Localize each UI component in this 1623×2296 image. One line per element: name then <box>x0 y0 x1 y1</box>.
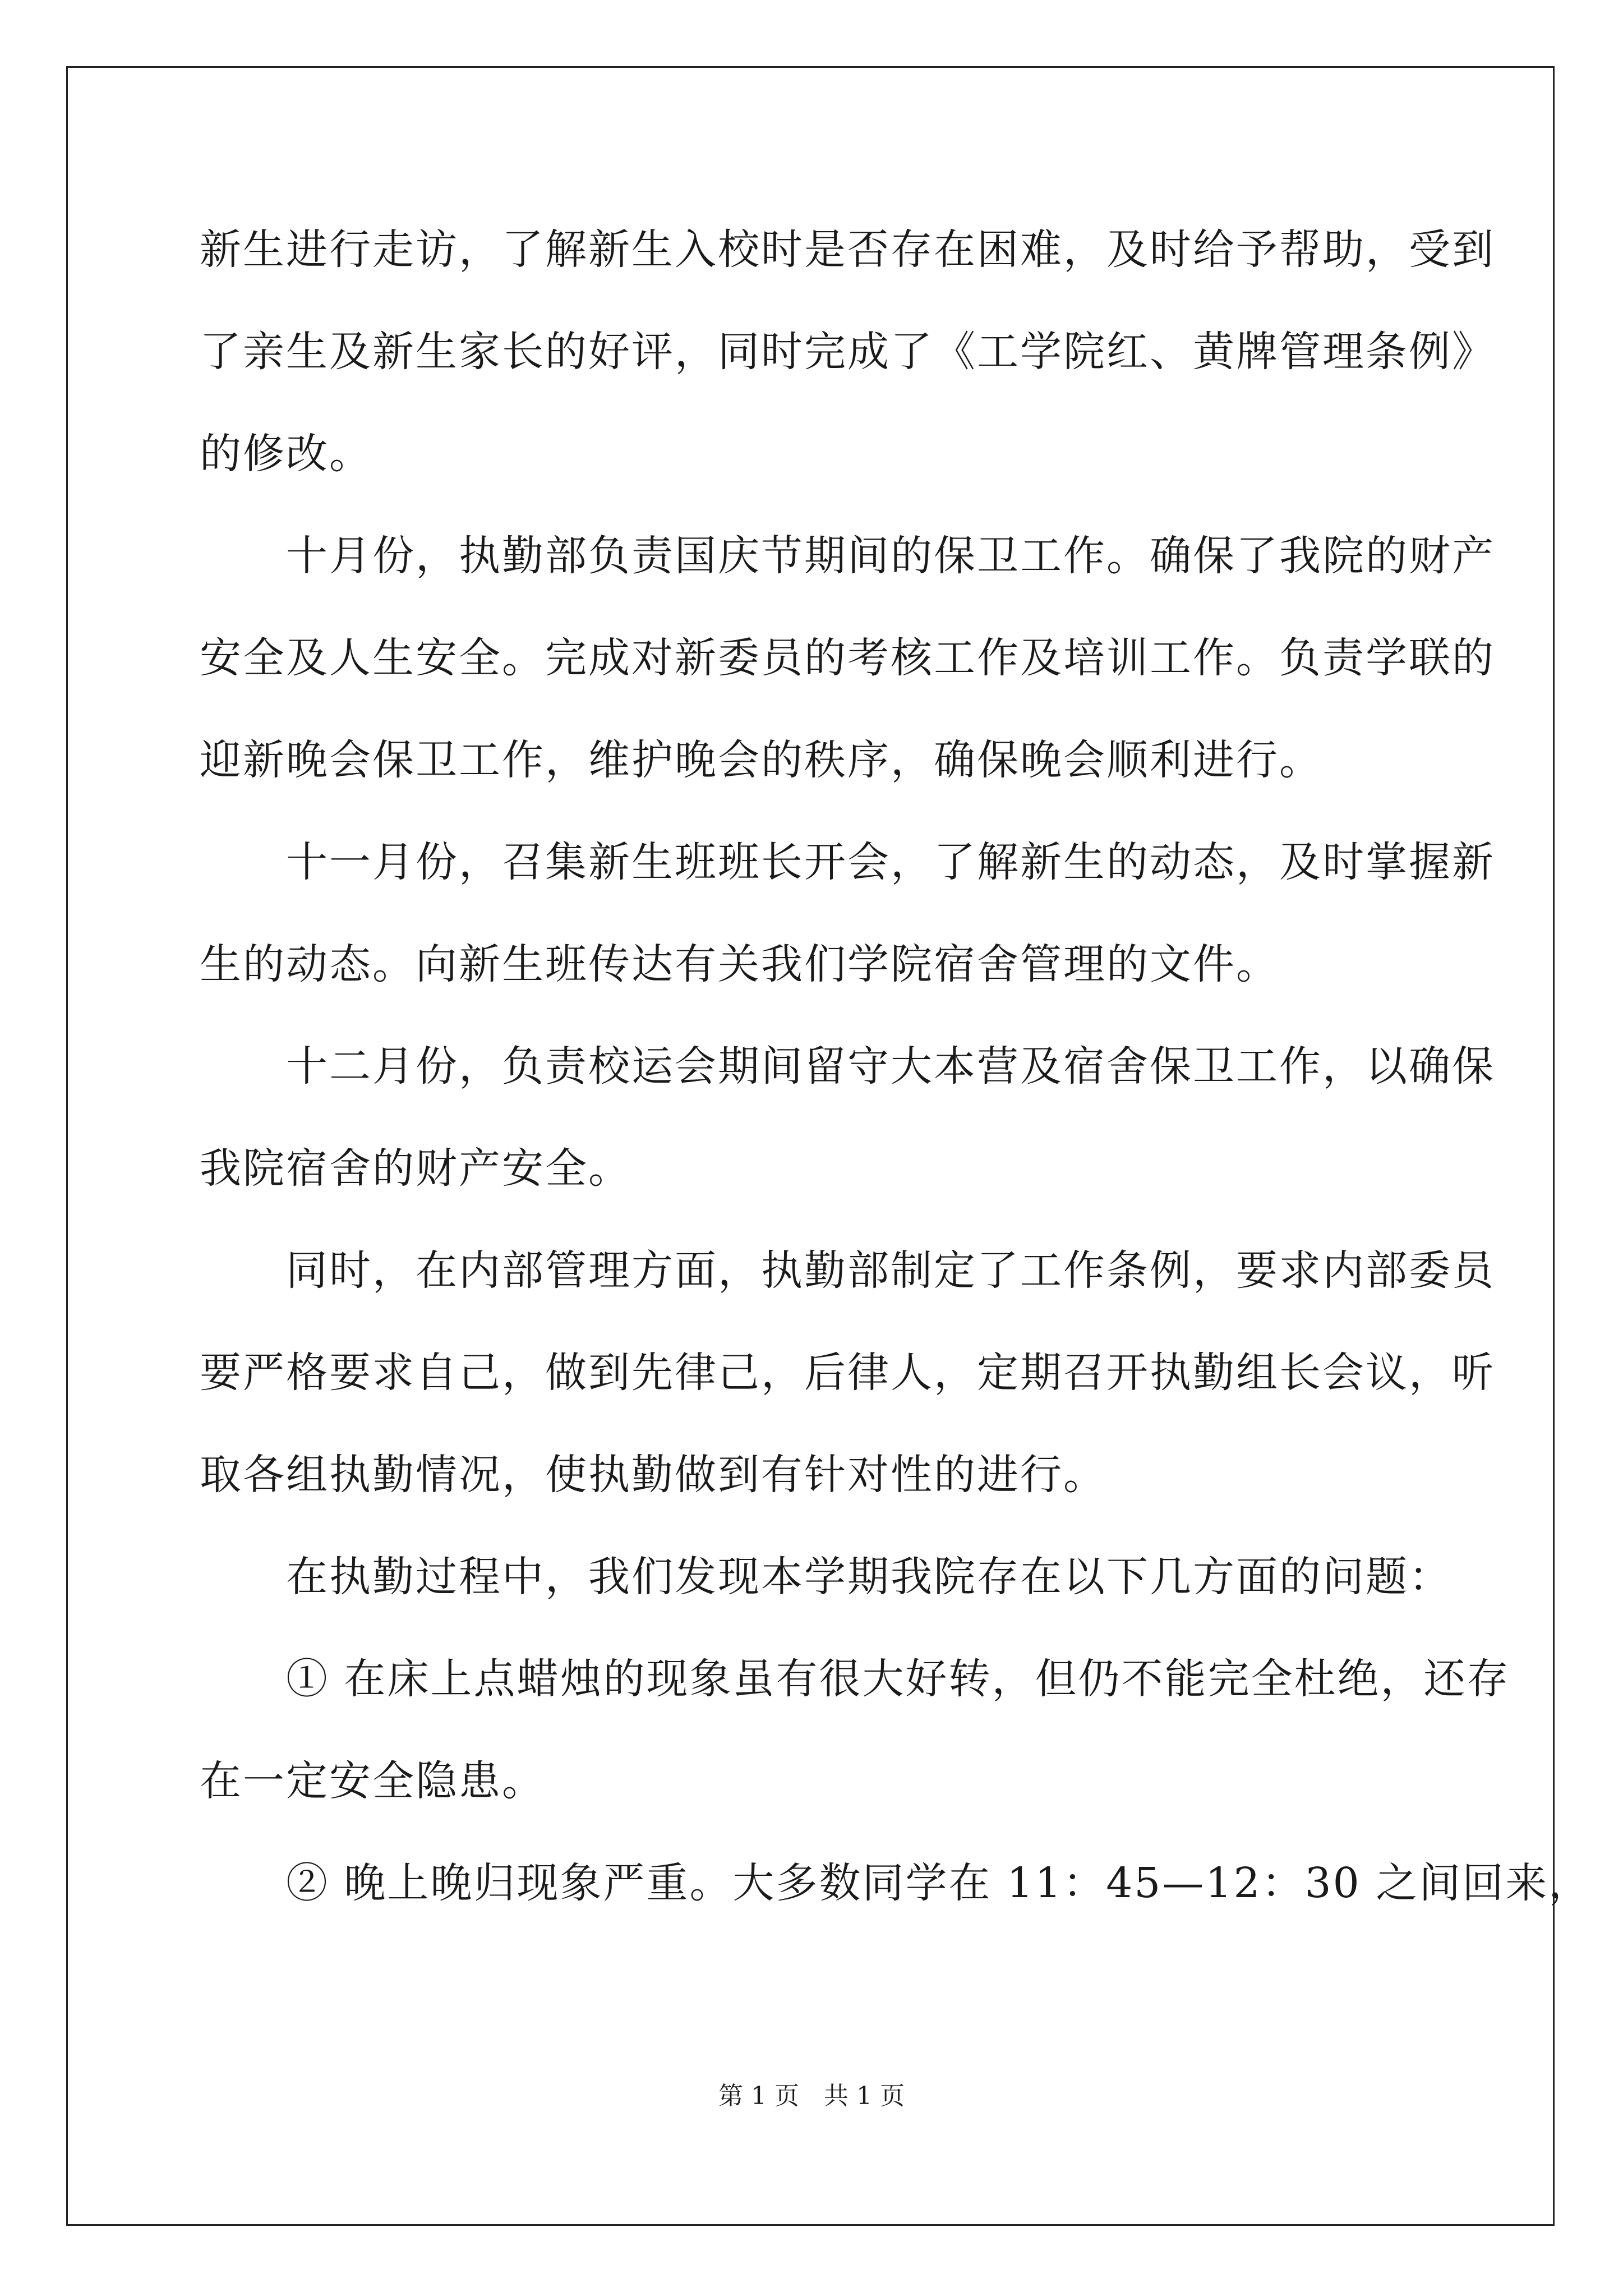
text-line: 了亲生及新生家长的好评，同时完成了《工学院红、黄牌管理条例》 <box>200 328 1495 376</box>
text-line: ② 晚上晚归现象严重。大多数同学在 11：45—12：30 之间回来， <box>200 1859 1592 1907</box>
text-line: ① 在床上点蜡烛的现象虽有很大好转，但仍不能完全杜绝，还存 <box>200 1655 1510 1703</box>
text-line: 十月份，执勤部负责国庆节期间的保卫工作。确保了我院的财产 <box>200 532 1495 580</box>
text-line: 要严格要求自己，做到先律己，后律人，定期召开执勤组长会议，听 <box>200 1349 1495 1397</box>
text-line: 同时，在内部管理方面，执勤部制定了工作条例，要求内部委员 <box>200 1246 1495 1295</box>
text-line: 在执勤过程中，我们发现本学期我院存在以下几方面的问题： <box>200 1553 1452 1601</box>
page-footer: 第 1 页 共 1 页 <box>718 2082 905 2110</box>
text-line: 十二月份，负责校运会期间留守大本营及宿舍保卫工作，以确保 <box>200 1042 1495 1091</box>
text-line: 在一定安全隐患。 <box>200 1757 545 1805</box>
text-line: 我院宿舍的财产安全。 <box>200 1144 631 1193</box>
text-line: 生的动态。向新生班传达有关我们学院宿舍管理的文件。 <box>200 940 1279 988</box>
text-line: 的修改。 <box>200 430 372 478</box>
text-line: 迎新晚会保卫工作，维护晚会的秩序，确保晚会顺利进行。 <box>200 736 1322 784</box>
text-line: 取各组执勤情况，使执勤做到有针对性的进行。 <box>200 1451 1106 1499</box>
text-line: 十一月份，召集新生班班长开会，了解新生的动态，及时掌握新 <box>200 838 1495 886</box>
text-line: 安全及人生安全。完成对新委员的考核工作及培训工作。负责学联的 <box>200 634 1495 682</box>
text-line: 新生进行走访，了解新生入校时是否存在困难，及时给予帮助，受到 <box>200 226 1495 274</box>
